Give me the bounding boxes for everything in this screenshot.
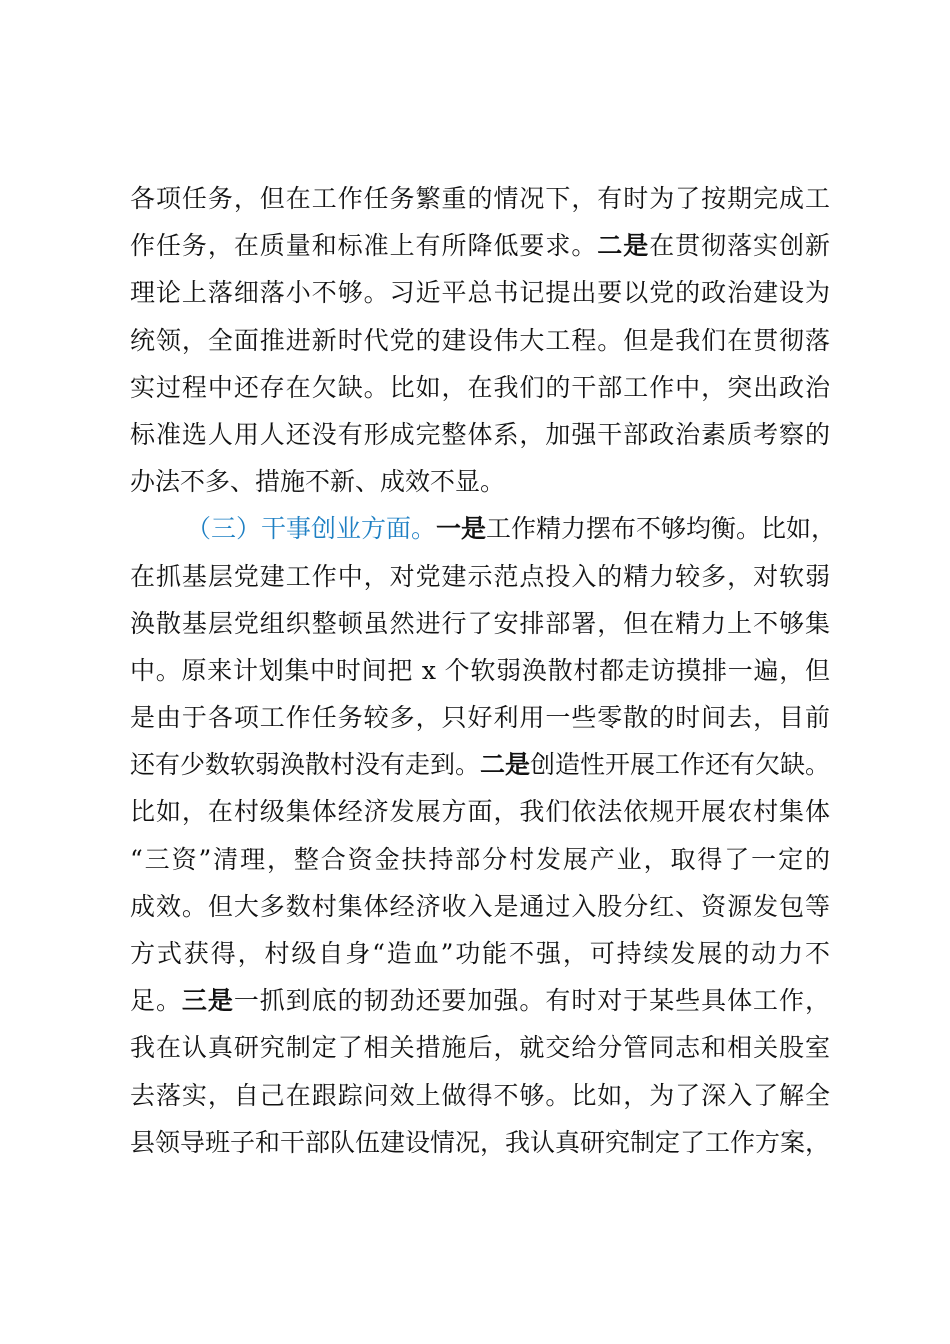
text-line <box>130 694 830 741</box>
text-segment: 成效。但大多数村集体经济收入是通过入股分红、资源发包等 <box>130 891 830 921</box>
text-line <box>130 647 830 694</box>
text-line <box>130 222 830 269</box>
text-segment: 去落实，自己在跟踪问效上做得不够。比如，为了深入了解全 <box>130 1080 830 1110</box>
text-segment: 涣散基层党组织整顿虽然进行了安排部署，但在精力上不够集 <box>130 608 830 638</box>
text-line <box>130 883 830 930</box>
text-line <box>130 788 830 835</box>
text-segment: 一抓到底的韧劲还要加强。有时对于某些具体工作， <box>233 986 830 1016</box>
text-segment: 理论上落细落小不够。习近平总书记提出要以党的政治建设为 <box>130 278 830 308</box>
text-line <box>130 411 830 458</box>
text-segment: 在抓基层党建工作中，对党建示范点投入的精力较多，对软弱 <box>130 561 830 591</box>
text-line <box>130 505 837 552</box>
text-line <box>130 269 830 316</box>
text-line <box>130 364 830 411</box>
text-segment: 办法不多、措施不新、成效不显。 <box>130 467 506 497</box>
text-line <box>130 1072 830 1119</box>
text-segment: 标准选人用人还没有形成完整体系，加强干部政治素质考察的 <box>130 419 830 449</box>
text-segment: 创造性开展工作还有欠缺。 <box>530 750 831 780</box>
text-segment: “三资”清理，整合资金扶持部分村发展产业，取得了一定的 <box>130 844 830 874</box>
text-segment: 工作精力摆布不够均衡。比如， <box>486 514 837 544</box>
text-line <box>130 741 830 788</box>
text-segment: 县领导班子和干部队伍建设情况，我认真研究制定了工作方案， <box>130 1127 831 1157</box>
text-line <box>130 930 830 977</box>
bold-keyword: 二是 <box>597 231 650 261</box>
text-segment: 各项任务，但在工作任务繁重的情况下，有时为了按期完成工 <box>130 184 830 213</box>
text-segment: 我在认真研究制定了相关措施后，就交给分管同志和相关股室 <box>130 1033 830 1063</box>
text-line <box>130 1119 830 1166</box>
text-segment: 是由于各项工作任务较多，只好利用一些零散的时间去，目前 <box>130 703 830 733</box>
bold-keyword: 二是 <box>480 750 531 780</box>
text-segment: 比如，在村级集体经济发展方面，我们依法依规开展农村集体 <box>130 797 830 827</box>
document-body <box>130 175 837 1166</box>
text-line <box>130 977 830 1024</box>
bold-keyword: 一是 <box>436 514 487 544</box>
text-segment: 方式获得，村级自身“造血”功能不强，可持续发展的动力不 <box>130 939 830 968</box>
text-segment: 还有少数软弱涣散村没有走到。 <box>130 750 481 780</box>
text-line <box>130 175 830 222</box>
text-line <box>130 458 830 505</box>
text-segment: 在贯彻落实创新 <box>649 231 830 261</box>
text-segment: 足。 <box>130 986 182 1016</box>
text-segment: 作任务，在质量和标准上有所降低要求。 <box>130 231 598 261</box>
text-line <box>130 600 830 647</box>
text-line <box>130 1024 830 1071</box>
section-heading: （三）干事创业方面。 <box>186 514 437 544</box>
text-segment: 实过程中还存在欠缺。比如，在我们的干部工作中，突出政治 <box>130 372 830 402</box>
text-line <box>130 553 830 600</box>
text-line <box>130 836 830 883</box>
text-line <box>130 317 830 364</box>
bold-keyword: 三是 <box>181 986 234 1016</box>
text-segment: 统领，全面推进新时代党的建设伟大工程。但是我们在贯彻落 <box>130 325 830 355</box>
text-segment: 中。原来计划集中时间把 x 个软弱涣散村都走访摸排一遍，但 <box>130 655 830 685</box>
